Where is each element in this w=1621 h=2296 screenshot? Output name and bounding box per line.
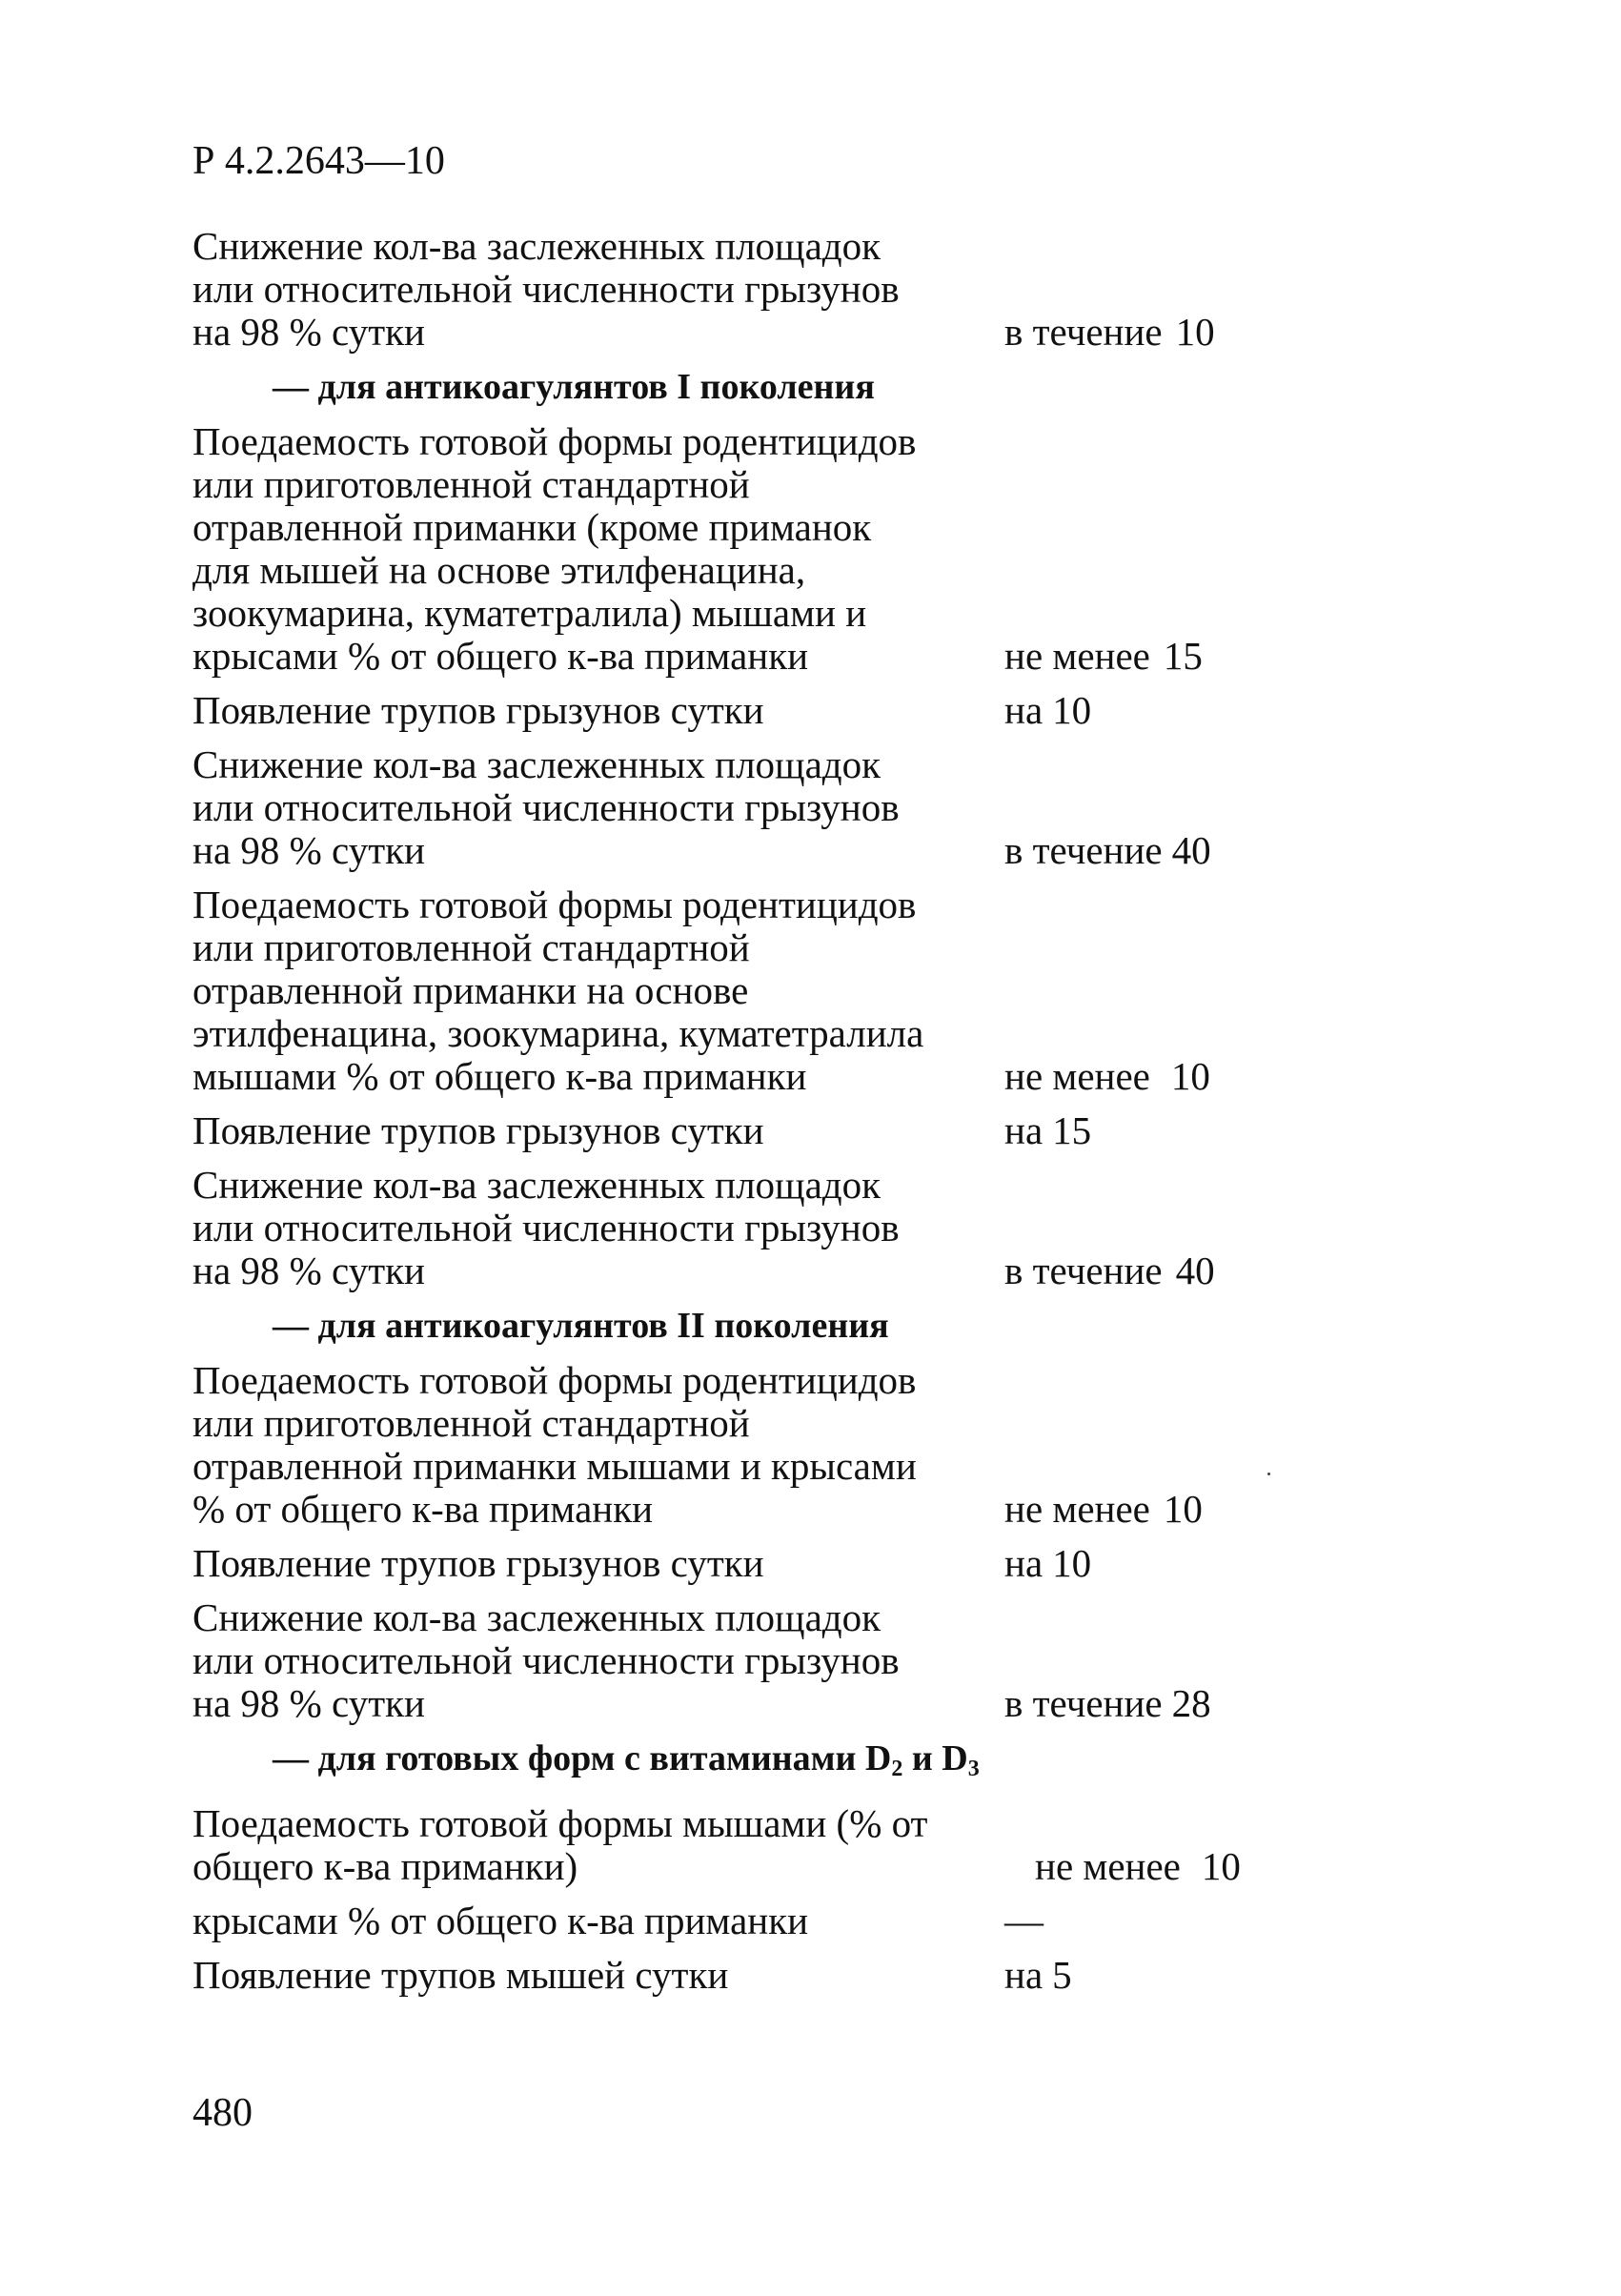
requirement-row xyxy=(192,1596,1288,1725)
requirement-row xyxy=(192,225,1288,354)
value-qualifier: не менее xyxy=(1035,1844,1181,1888)
requirement-label: Снижение кол-ва заслеженных площадок или относительной численности грызунов на 98 % сутки xyxy=(192,742,900,872)
requirement-row xyxy=(192,420,1288,678)
requirement-label: Снижение кол-ва заслеженных площадок или относительной численности грызунов на 98 % сутки xyxy=(192,1595,900,1725)
value-number: 5 xyxy=(1052,1953,1072,1997)
requirement-value xyxy=(1004,1488,1203,1531)
value-number: 10 xyxy=(1163,1487,1203,1531)
section-heading: — для антикоагулянтов I поколения xyxy=(273,367,875,407)
requirement-label: Появление трупов мышей сутки xyxy=(192,1953,729,1997)
requirement-label: Поедаемость готовой формы родентицидов или приготовленной стандартной отравленной приманки на основе этилфенацина, зоокумарина, куматетралила мышами % от общего к-ва приманки xyxy=(192,883,924,1098)
requirement-row xyxy=(192,689,1288,732)
value-number: 15 xyxy=(1163,634,1203,678)
requirement-label: Поедаемость готовой формы родентицидов или приготовленной стандартной отравленной приманки (кроме приманок для мышей на основе этилфенацина, зоокумарина, куматетралила) мышами и крысами % от общего к-ва приманки xyxy=(192,419,917,678)
value-qualifier: не менее xyxy=(1004,1487,1150,1531)
value-qualifier: не менее xyxy=(1004,1054,1150,1098)
value-qualifier: не менее xyxy=(1004,634,1150,678)
value-qualifier: — xyxy=(1004,1899,1044,1942)
value-qualifier: в течение xyxy=(1004,1249,1163,1292)
value-qualifier: на xyxy=(1004,1108,1044,1152)
requirement-value xyxy=(1004,1954,1072,1997)
requirement-label: Появление трупов грызунов сутки xyxy=(192,1541,764,1585)
requirement-value xyxy=(1004,1682,1211,1725)
requirement-label: крысами % от общего к-ва приманки xyxy=(192,1899,809,1942)
value-qualifier: на xyxy=(1004,1541,1044,1585)
requirement-row xyxy=(192,1164,1288,1292)
requirement-value xyxy=(1004,1542,1091,1585)
value-number: 10 xyxy=(1052,688,1092,732)
value-number: 10 xyxy=(1175,310,1215,354)
requirement-value xyxy=(1004,829,1211,872)
value-number: 40 xyxy=(1171,828,1211,872)
requirement-row xyxy=(192,743,1288,872)
requirements-list xyxy=(192,225,1288,1997)
value-number: 28 xyxy=(1171,1681,1211,1725)
page-number: 480 xyxy=(192,2091,253,2135)
value-qualifier: в течение xyxy=(1004,828,1163,872)
requirement-row xyxy=(192,1109,1288,1152)
requirement-label: Поедаемость готовой формы родентицидов или приготовленной стандартной отравленной приманки мышами и крысами % от общего к-ва приманки xyxy=(192,1358,917,1531)
value-number: 40 xyxy=(1175,1249,1215,1292)
requirement-label: Поедаемость готовой формы мышами (% от общего к-ва приманки) xyxy=(192,1801,928,1888)
value-number: 10 xyxy=(1170,1054,1210,1098)
requirement-row xyxy=(192,1359,1288,1531)
value-qualifier: в течение xyxy=(1004,1681,1163,1725)
scan-speck xyxy=(1267,1473,1270,1475)
value-number: 10 xyxy=(1201,1844,1241,1888)
requirement-row xyxy=(192,1802,1288,1888)
requirement-value xyxy=(1004,1900,1057,1942)
value-qualifier: в течение xyxy=(1004,310,1163,354)
requirement-row xyxy=(192,1900,1288,1942)
value-number: 15 xyxy=(1052,1108,1092,1152)
requirement-row xyxy=(192,1542,1288,1585)
requirement-value xyxy=(1004,635,1203,678)
requirement-row xyxy=(192,1954,1288,1997)
requirement-label: Снижение кол-ва заслеженных площадок или относительной численности грызунов на 98 % сутки xyxy=(192,224,900,354)
requirement-label: Появление трупов грызунов сутки xyxy=(192,1108,764,1152)
requirement-value xyxy=(1004,311,1215,354)
section-heading: — для готовых форм с витаминами $D_2$ и $D_3$ xyxy=(273,1738,980,1781)
requirement-value xyxy=(1004,1055,1210,1098)
requirement-value xyxy=(1004,1109,1091,1152)
requirement-row xyxy=(192,884,1288,1098)
section-heading: — для антикоагулянтов II поколения xyxy=(273,1306,889,1346)
value-qualifier: на xyxy=(1004,1953,1044,1997)
requirement-label: Снижение кол-ва заслеженных площадок или относительной численности грызунов на 98 % сутки xyxy=(192,1163,900,1292)
requirement-label: Появление трупов грызунов сутки xyxy=(192,688,764,732)
document-code: Р 4.2.2643—10 xyxy=(192,139,445,183)
value-qualifier: на xyxy=(1004,688,1044,732)
requirement-value xyxy=(1035,1845,1241,1888)
requirement-value xyxy=(1004,1250,1215,1292)
value-number: 10 xyxy=(1052,1541,1092,1585)
requirement-value xyxy=(1004,689,1091,732)
